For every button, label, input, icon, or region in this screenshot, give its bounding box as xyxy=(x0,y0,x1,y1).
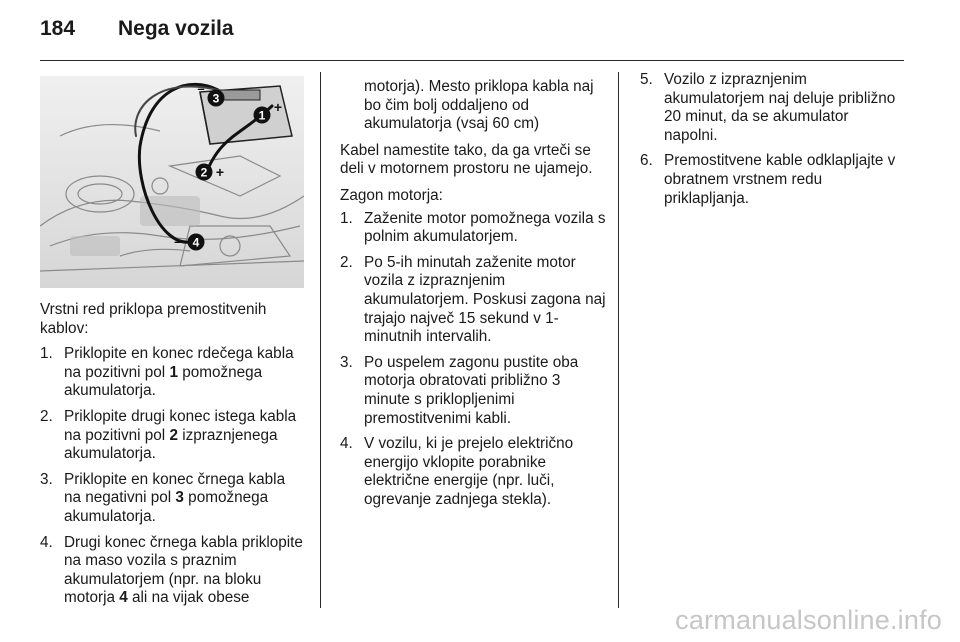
list-item: 5. Vozilo z izpraznjenim akumulatorjem naj deluje približno 20 minut, da se akumulator napolni. xyxy=(640,71,896,144)
list-item: 3. Priklopite en konec črnega kabla na negativni pol 3 pomožnega akumulatorja. xyxy=(40,470,286,525)
connection-steps xyxy=(40,345,306,608)
page-title: Nega vozila xyxy=(118,17,234,40)
svg-text:3: 3 xyxy=(212,91,220,106)
jump-start-illustration xyxy=(40,76,304,288)
column-divider-left xyxy=(320,72,321,608)
section-heading: Zagon motorja: xyxy=(340,186,443,204)
svg-text:–: – xyxy=(197,81,205,96)
list-item: 2. Priklopite drugi konec istega kabla na pozitivni pol 2 izpraznjenega akumulatorja. xyxy=(40,407,297,463)
starting-steps xyxy=(340,210,606,510)
column-2 xyxy=(340,78,606,509)
svg-text:+: + xyxy=(273,99,283,115)
list-item: 2. Po 5-ih minutah zaženite motor vozila z izpraznjenim akumulatorjem. Poskusi zagona naj trajajo največ 15 sekund v 1-minutnih intervalih. xyxy=(340,253,606,346)
svg-text:+: + xyxy=(215,164,225,180)
svg-text:–: – xyxy=(174,233,182,249)
list-item: 3. Po uspelem zagonu pustite oba motorja obratovati približno 3 minute s priklopljenimi premostitvenimi kabli. xyxy=(340,353,579,427)
list-item: 4. Drugi konec črnega kabla priklopite na maso vozila s praznim akumulatorjem (npr. na bloku motorja 4 ali na vijak obese xyxy=(40,533,303,607)
column-divider-right xyxy=(618,72,619,608)
continuation-text: motorja). Mesto priklopa kabla naj bo čim bolj oddaljeno od akumulatorja (vsaj 60 cm) xyxy=(364,78,594,133)
svg-text:4: 4 xyxy=(192,235,200,250)
list-item: 6. Premostitvene kable odklapljajte v obratnem vrstnem redu priklapljanja. xyxy=(640,152,896,207)
header-rule xyxy=(40,60,904,61)
cable-note: Kabel namestite tako, da ga vrteči se deli v motornem prostoru ne ujamejo. xyxy=(340,141,593,178)
callout-2 xyxy=(196,164,225,181)
list-item: 4. V vozilu, ki je prejelo električno energijo vklopite porabnike električne energije (npr. luči, ogrevanje zadnjega stekla). xyxy=(340,435,574,508)
watermark: carmanualsonline.info xyxy=(675,605,942,635)
list-item: 1. Priklopite en konec rdečega kabla na pozitivni pol 1 pomožnega akumulatorja. xyxy=(40,345,294,400)
column-1 xyxy=(40,301,306,608)
finishing-steps xyxy=(640,71,902,208)
svg-text:1: 1 xyxy=(258,108,266,123)
page-number: 184 xyxy=(40,17,76,40)
list-item: 1. Zaženite motor pomožnega vozila s polnim akumulatorjem. xyxy=(340,209,606,246)
column-3 xyxy=(640,71,902,208)
intro-text: Vrstni red priklopa premostitvenih kablov: xyxy=(40,301,267,337)
engine-bay-drawing xyxy=(40,76,304,288)
svg-text:2: 2 xyxy=(200,165,208,180)
